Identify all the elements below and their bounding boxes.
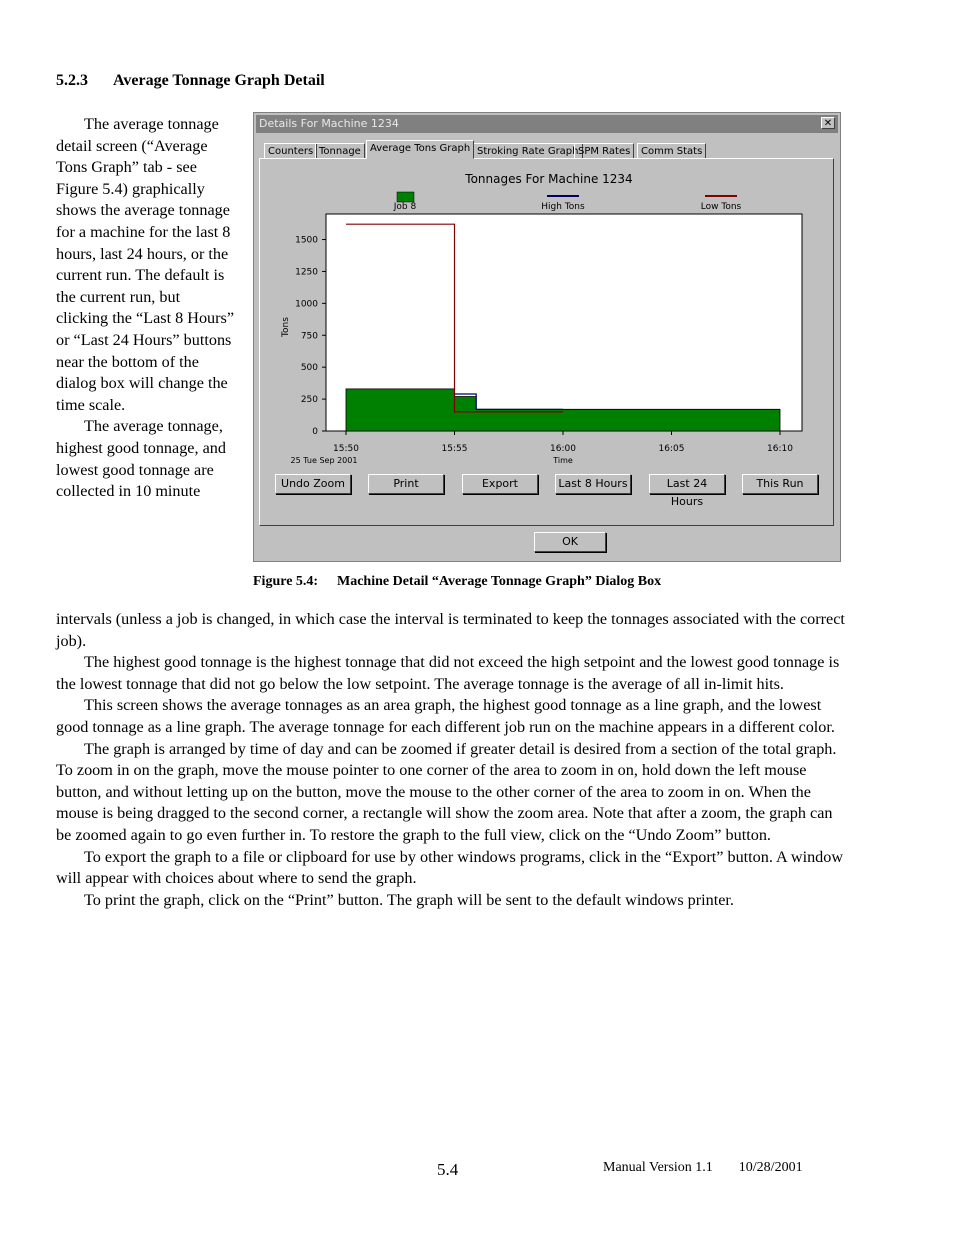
y-tick-label: 250 [300, 395, 318, 406]
y-tick-label: 1250 [295, 267, 318, 278]
x-tick-label: 16:00 [550, 444, 576, 454]
legend-label: High Tons [541, 202, 585, 212]
x-tick-label: 15:50 [333, 444, 359, 454]
tonnage-chart[interactable] [263, 161, 834, 523]
section-number: 5.2.3 [56, 72, 88, 89]
paragraph: intervals (unless a job is changed, in which case the interval is terminated to keep the tonnages associated with the correct job). [56, 610, 845, 650]
caption-text: Machine Detail “Average Tonnage Graph” Dialog Box [337, 574, 662, 589]
x-date-label: 25 Tue Sep 2001 [290, 456, 358, 465]
x-tick-label: 16:10 [767, 444, 793, 454]
last-24-hours-button[interactable]: Last 24 Hours [649, 474, 725, 494]
body-text [56, 609, 846, 911]
paragraph: To print the graph, click on the “Print” button. The graph will be sent to the default windows printer. [84, 890, 734, 909]
tab-comm-stats[interactable]: Comm Stats [637, 143, 706, 159]
manual-version: Manual Version 1.1 [603, 1160, 713, 1175]
caption-label: Figure 5.4: [253, 574, 319, 589]
chart-title: Tonnages For Machine 1234 [465, 172, 633, 186]
paragraph: The graph is arranged by time of day and can be zoomed if greater detail is desired from a section of the total graph. To zoom in on the graph, move the mouse pointer to one corner of the area to zoom in on, hold down the left mouse button, and without letting up on the button, move the mouse to the other corner of the area to zoom in on. When the mouse is being dragged to the second corner, a rectangle will show the zoom area. Note that after a zoom, the graph can be zoomed again to go even further in. To restore the graph to the full view, click on the “Undo Zoom” button. [56, 739, 837, 844]
figure-caption [253, 574, 661, 590]
page-number: 5.4 [437, 1160, 459, 1179]
paragraph: The highest good tonnage is the highest tonnage that did not exceed the high setpoint and the lowest good tonnage is the lowest tonnage that did not go below the low setpoint. The average tonnage is the average of all in-limit hits. [56, 653, 840, 693]
side-text [56, 114, 236, 503]
tab-counters[interactable]: Counters [264, 143, 317, 159]
section-heading [56, 72, 325, 90]
undo-zoom-button[interactable]: Undo Zoom [275, 474, 351, 494]
dialog-titlebar [256, 115, 838, 133]
ok-button[interactable]: OK [534, 532, 606, 552]
x-tick-label: 15:55 [441, 444, 468, 454]
x-axis-label: Time [553, 456, 573, 465]
y-tick-label: 750 [300, 331, 318, 342]
paragraph: The average tonnage, highest good tonnage, and lowest good tonnage are collected in 10 minute [56, 417, 226, 501]
x-tick-label: 16:05 [658, 444, 685, 454]
tab-average-tons-graph[interactable]: Average Tons Graph [366, 140, 474, 159]
legend-swatch-job [397, 192, 414, 202]
y-tick-label: 1500 [295, 235, 318, 246]
footer [603, 1160, 803, 1176]
paragraph: To export the graph to a file or clipboard for use by other windows programs, click in the “Export” button. A window will appear with choices about where to send the graph. [56, 847, 844, 888]
close-icon[interactable]: ✕ [821, 117, 835, 129]
paragraph: The average tonnage detail screen (“Average Tons Graph” tab - see Figure 5.4) graphically shows the average tonnage for a machine for the last 8 hours, last 24 hours, or the current run. The default is the current run, but clicking the “Last 8 Hours” or “Last 24 Hours” buttons near the bottom of the dialog box will change the time scale. [56, 115, 235, 414]
print-button[interactable]: Print [368, 474, 444, 494]
export-button[interactable]: Export [462, 474, 538, 494]
paragraph: This screen shows the average tonnages as an area graph, the highest good tonnage as a line graph, and the lowest good tonnage as a line graph. The average tonnage for each different job run on the machine appears in a different color. [56, 696, 835, 736]
y-tick-label: 0 [312, 427, 318, 437]
y-axis-label: Tons [281, 317, 291, 337]
y-tick-label: 500 [300, 363, 318, 374]
last-8-hours-button[interactable]: Last 8 Hours [555, 474, 631, 494]
this-run-button[interactable]: This Run [742, 474, 818, 494]
legend-label: Job 8 [393, 202, 417, 212]
legend-label: Low Tons [700, 202, 742, 212]
section-title: Average Tonnage Graph Detail [113, 72, 325, 89]
y-tick-label: 1000 [295, 299, 318, 310]
dialog-title: Details For Machine 1234 [259, 117, 399, 130]
details-dialog [253, 112, 841, 562]
tab-tonnage[interactable]: Tonnage [315, 143, 365, 159]
footer-date: 10/28/2001 [738, 1160, 803, 1175]
tab-spm-rates[interactable]: SPM Rates [574, 143, 634, 159]
tab-stroking-rate-graph[interactable]: Stroking Rate Graph [473, 143, 583, 159]
